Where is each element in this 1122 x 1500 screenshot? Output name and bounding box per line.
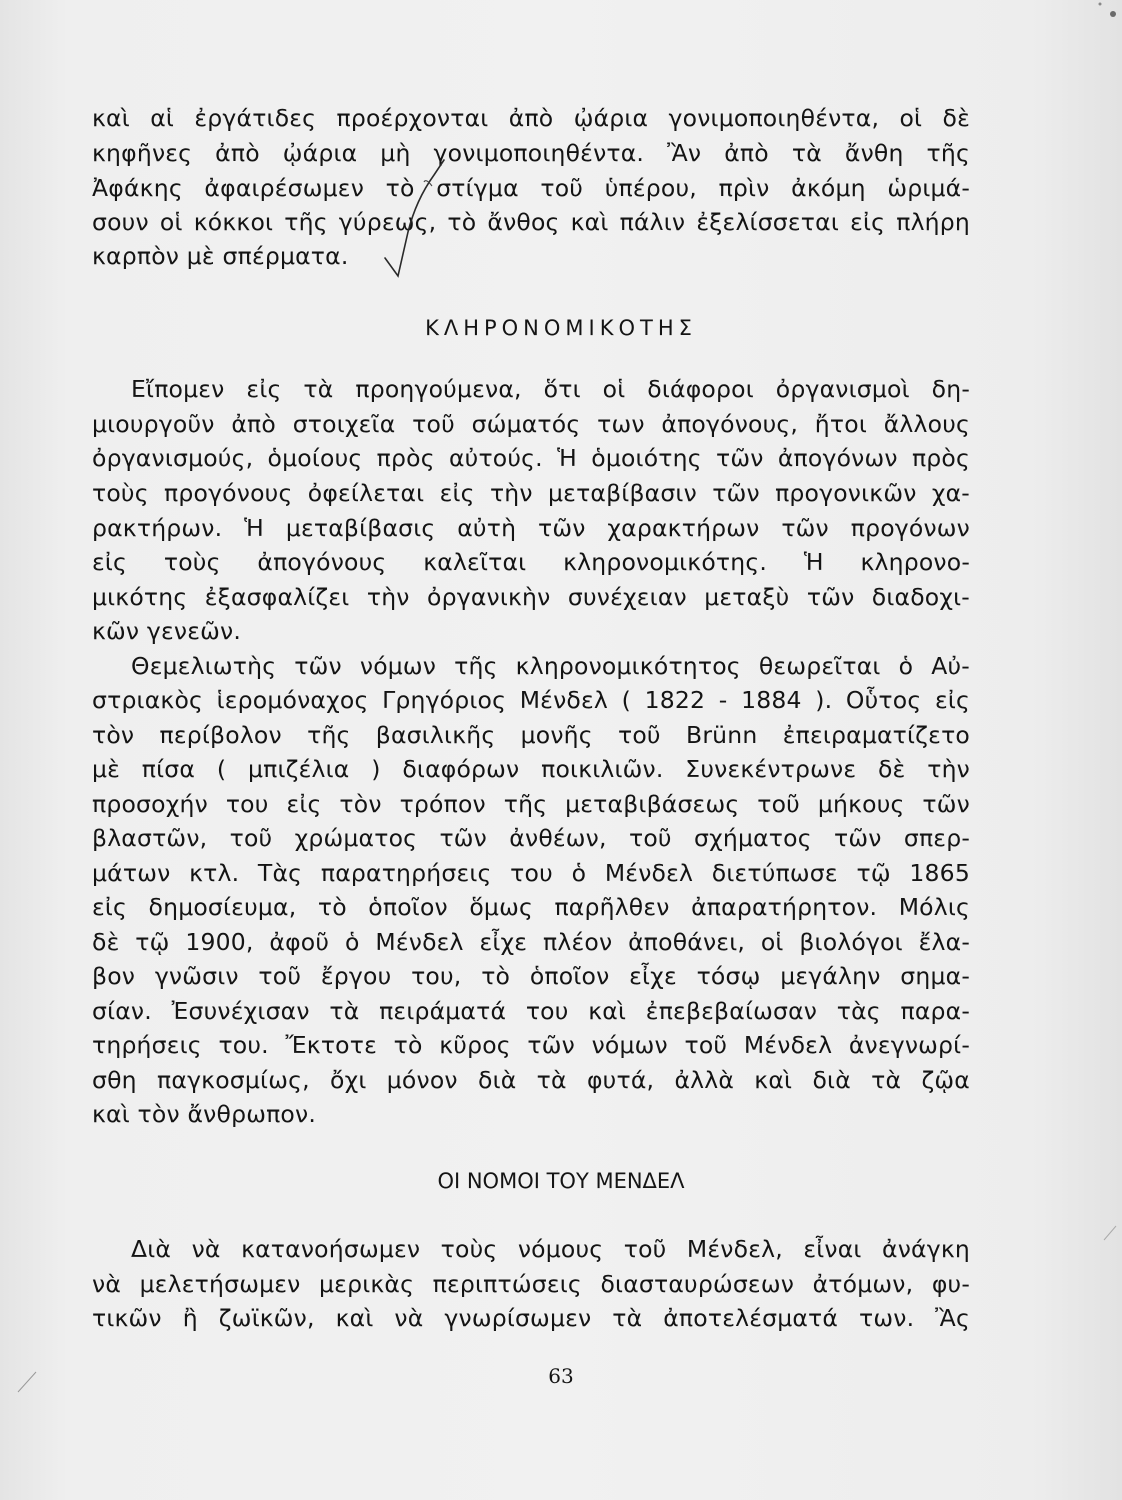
text-line: σουν οἱ κόκκοι τῆς γύρεως, τὸ ἄνθος καὶ πάλιν ἐξελίσσεται εἰς πλήρη (92, 208, 970, 236)
text-line: Εἴπομεν εἰς τὰ προηγούμενα, ὅτι οἱ διάφοροι ὀργανισμοὶ δη- (131, 375, 970, 403)
text-line: Διὰ νὰ κατανοήσωμεν τοὺς νόμους τοῦ Μένδελ, εἶναι ἀνάγκη (131, 1235, 970, 1263)
text-line: τὸν περίβολον τῆς βασιλικῆς μονῆς τοῦ Brünn ἐπειραματίζετο (92, 721, 970, 749)
text-line: νὰ μελετήσωμεν μερικὰς περιπτώσεις διασταυρώσεων ἀτόμων, φυ- (92, 1270, 970, 1298)
text-line: Θεμελιωτὴς τῶν νόμων τῆς κληρονομικότητος θεωρεῖται ὁ Αὐ- (131, 652, 970, 680)
text-line: καὶ τὸν ἄνθρωπον. (92, 1100, 316, 1128)
text-line: τικῶν ἢ ζωϊκῶν, καὶ νὰ γνωρίσωμεν τὰ ἀποτελέσματά των. Ἂς (92, 1304, 970, 1332)
text-line: καρπὸν μὲ σπέρματα. (92, 242, 349, 270)
text-line: ὀργανισμούς, ὁμοίους πρὸς αὐτούς. Ἡ ὁμοιότης τῶν ἀπογόνων πρὸς (92, 444, 970, 472)
text-line: μιουργοῦν ἀπὸ στοιχεῖα τοῦ σώματός των ἀπογόνους, ἤτοι ἄλλους (92, 410, 970, 438)
text-line: κῶν γενεῶν. (92, 617, 242, 645)
text-line: τοὺς προγόνους ὀφείλεται εἰς τὴν μεταβίβασιν τῶν προγονικῶν χα- (92, 479, 970, 507)
text-line: προσοχήν του εἰς τὸν τρόπον τῆς μεταβιβάσεως τοῦ μήκους τῶν (92, 790, 970, 818)
text-line: σίαν. Ἐσυνέχισαν τὰ πειράματά του καὶ ἐπεβεβαίωσαν τὰς παρα- (92, 997, 970, 1025)
text-line: ρακτήρων. Ἡ μεταβίβασις αὐτὴ τῶν χαρακτήρων τῶν προγόνων (92, 514, 970, 542)
text-line: μάτων κτλ. Τὰς παρατηρήσεις του ὁ Μένδελ διετύπωσε τῷ 1865 (92, 859, 970, 887)
text-line: σθη παγκοσμίως, ὄχι μόνον διὰ τὰ φυτά, ἀλλὰ καὶ διὰ τὰ ζῷα (92, 1066, 970, 1094)
text-line: καὶ αἱ ἐργάτιδες προέρχονται ἀπὸ ᾠάρια γονιμοποιηθέντα, οἱ δὲ (92, 104, 970, 132)
text-line: βλαστῶν, τοῦ χρώματος τῶν ἀνθέων, τοῦ σχήματος τῶν σπερ- (92, 824, 970, 852)
text-line: μικότης ἐξασφαλίζει τὴν ὀργανικὴν συνέχειαν μεταξὺ τῶν διαδοχι- (92, 583, 970, 611)
page-number: 63 (548, 1364, 574, 1388)
text-line: μὲ πίσα ( μπιζέλια ) διαφόρων ποικιλιῶν. Συνεκέντρωνε δὲ τὴν (92, 755, 970, 783)
section-heading-mendel-laws: ΟΙ ΝΟΜΟΙ ΤΟΥ ΜΕΝΔΕΛ (437, 1169, 685, 1193)
text-line: κηφῆνες ἀπὸ ᾠάρια μὴ γονιμοποιηθέντα. Ἂν ἀπὸ τὰ ἄνθη τῆς (92, 139, 970, 167)
text-line: δὲ τῷ 1900, ἀφοῦ ὁ Μένδελ εἶχε πλέον ἀποθάνει, οἱ βιολόγοι ἔλα- (92, 928, 970, 956)
text-line: τηρήσεις του. Ἔκτοτε τὸ κῦρος τῶν νόμων τοῦ Μένδελ ἀνεγνωρί- (92, 1031, 970, 1059)
section-heading-heredity: ΚΛΗΡΟΝΟΜΙΚΟΤΗΣ (425, 316, 697, 340)
text-line: εἰς τοὺς ἀπογόνους καλεῖται κληρονομικότης. Ἡ κληρονο- (92, 548, 970, 576)
text-line: Ἀφάκης ἀφαιρέσωμεν τὸ στίγμα τοῦ ὑπέρου, πρὶν ἀκόμη ὡριμά- (92, 174, 970, 202)
text-line: βον γνῶσιν τοῦ ἔργου του, τὸ ὁποῖον εἶχε τόσῳ μεγάλην σημα- (92, 962, 970, 990)
text-line: εἰς δημοσίευμα, τὸ ὁποῖον ὅμως παρῆλθεν ἀπαρατήρητον. Μόλις (92, 893, 970, 921)
text-line: στριακὸς ἱερομόναχος Γρηγόριος Μένδελ ( 1822 - 1884 ). Οὗτος εἰς (92, 686, 970, 714)
